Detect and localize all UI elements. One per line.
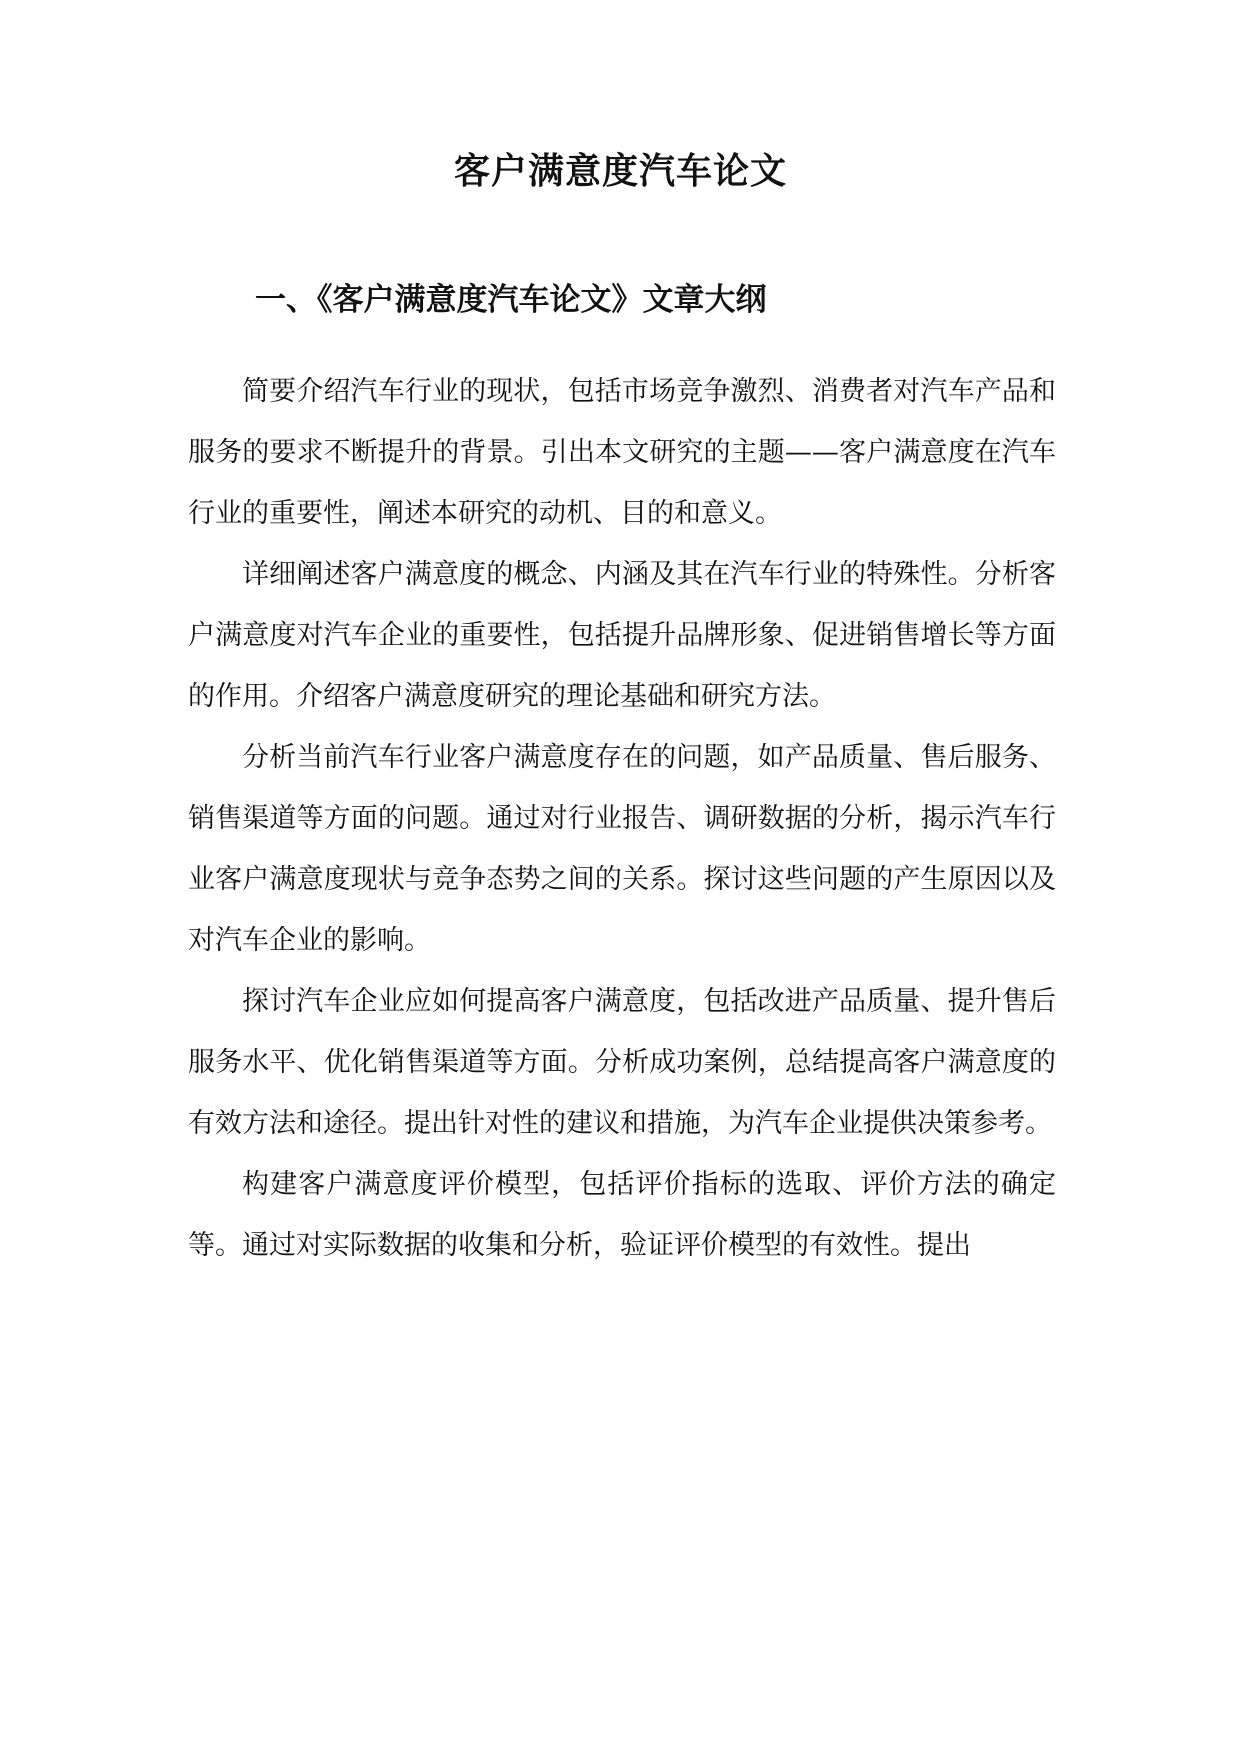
paragraph-1: 简要介绍汽车行业的现状，包括市场竞争激烈、消费者对汽车产品和服务的要求不断提升的背景。引出本文研究的主题——客户满意度在汽车行业的重要性，阐述本研究的动机、目的和意义。 [188, 376, 1056, 529]
section-heading: 一、《客户满意度汽车论文》文章大纲 [255, 282, 767, 318]
document-title: 客户满意度汽车论文 [453, 151, 787, 192]
document-body [188, 361, 1056, 1276]
paragraph-4: 探讨汽车企业应如何提高客户满意度，包括改进产品质量、提升售后服务水平、优化销售渠道等方面。分析成功案例，总结提高客户满意度的有效方法和途径。提出针对性的建议和措施，为汽车企业提供决策参考。 [188, 986, 1056, 1139]
paragraph-3: 分析当前汽车行业客户满意度存在的问题，如产品质量、售后服务、销售渠道等方面的问题。通过对行业报告、调研数据的分析，揭示汽车行业客户满意度现状与竞争态势之间的关系。探讨这些问题的产生原因以及对汽车企业的影响。 [188, 742, 1056, 956]
paragraph-5: 构建客户满意度评价模型，包括评价指标的选取、评价方法的确定等。通过对实际数据的收集和分析，验证评价模型的有效性。提出 [188, 1169, 1056, 1261]
paragraph-2: 详细阐述客户满意度的概念、内涵及其在汽车行业的特殊性。分析客户满意度对汽车企业的重要性，包括提升品牌形象、促进销售增长等方面的作用。介绍客户满意度研究的理论基础和研究方法。 [188, 559, 1056, 712]
